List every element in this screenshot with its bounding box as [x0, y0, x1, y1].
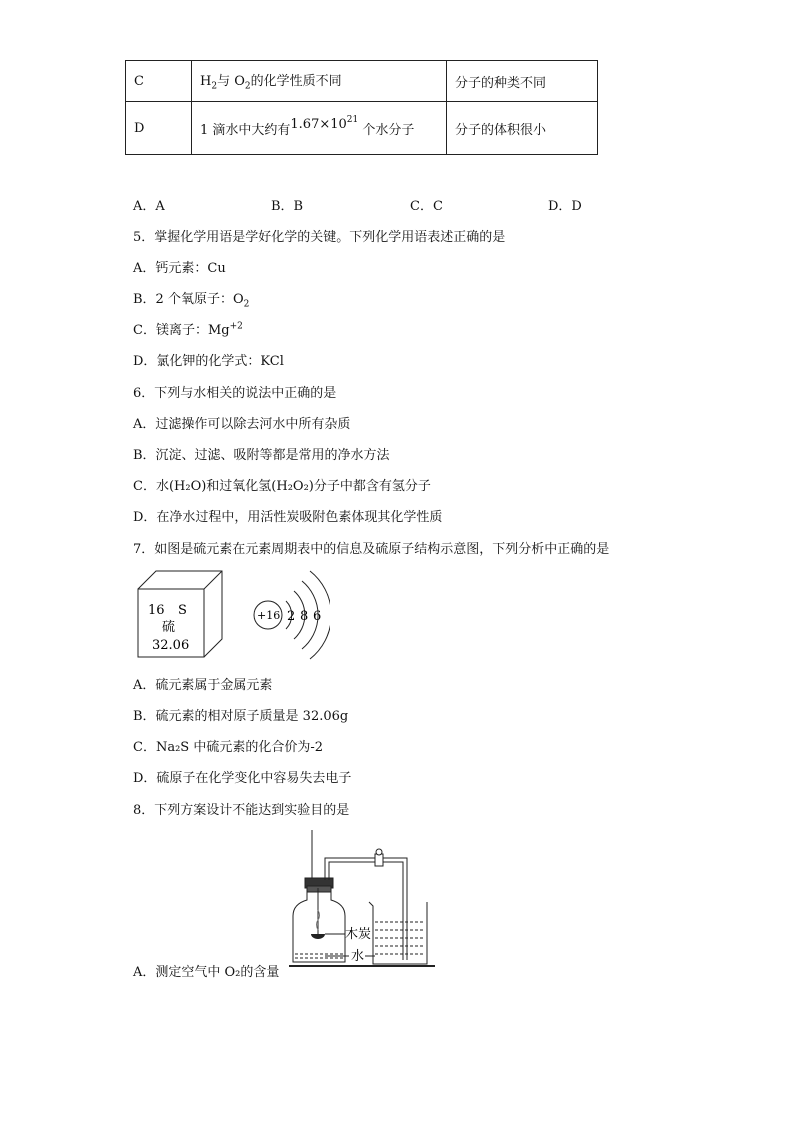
- fact-num: 1.67×10: [290, 116, 347, 132]
- table-row: [126, 61, 598, 102]
- table-row: [126, 102, 598, 155]
- shell-1: 2: [287, 609, 296, 624]
- row-fact: $H_2$与 $O_2$的化学性质不同: [192, 61, 447, 102]
- label-water: 水: [351, 949, 365, 964]
- q7-stem: 7．如图是硫元素在元素周期表中的信息及硫原子结构示意图，下列分析中正确的是: [133, 542, 610, 557]
- nucleus-charge: +16: [257, 609, 281, 622]
- atom-structure-diagram: [250, 567, 330, 663]
- shell-3: 6: [313, 609, 322, 624]
- experiment-apparatus-diagram: [285, 830, 445, 972]
- element-number: 16: [148, 603, 165, 618]
- q5-option-c: C．镁离子：$Mg^{+2}$: [133, 321, 243, 338]
- q6-option-a: A．过滤操作可以除去河水中所有杂质: [133, 417, 351, 432]
- element-name: 硫: [162, 620, 176, 635]
- q4-answer-a: A．A: [133, 199, 165, 214]
- row-key: D: [126, 102, 192, 155]
- row-key: C: [126, 61, 192, 102]
- row-reason: 分子的种类不同: [447, 61, 598, 102]
- element-mass: 32.06: [152, 638, 190, 653]
- q6-option-c: C．水(H₂O)和过氧化氢(H₂O₂)分子中都含有氢分子: [133, 479, 431, 494]
- fact-post: 个水分子: [358, 122, 415, 138]
- q5-stem: 5．掌握化学用语是学好化学的关键。下列化学用语表述正确的是: [133, 230, 506, 245]
- q7-option-d: D．硫原子在化学变化中容易失去电子: [133, 771, 352, 786]
- q7-option-b: B．硫元素的相对原子质量是 32.06g: [133, 709, 349, 724]
- options-table: [125, 60, 598, 155]
- periodic-cell-figure: [130, 565, 230, 665]
- element-symbol: S: [178, 603, 187, 618]
- q6-stem: 6．下列与水相关的说法中正确的是: [133, 386, 337, 401]
- row-reason: 分子的体积很小: [447, 102, 598, 155]
- label-charcoal: 木炭: [345, 927, 372, 942]
- fact-pre: 1 滴水中大约有: [200, 122, 291, 138]
- q6-option-b: B．沉淀、过滤、吸附等都是常用的净水方法: [133, 448, 390, 463]
- row-fact: [192, 102, 447, 155]
- q5-option-a: A．钙元素：Cu: [133, 261, 226, 276]
- q4-answer-c: C．C: [410, 199, 443, 214]
- q7-option-c: C．Na₂S 中硫元素的化合价为-2: [133, 740, 323, 755]
- q6-option-d: D．在净水过程中，用活性炭吸附色素体现其化学性质: [133, 510, 443, 525]
- q5-option-d: D．氯化钾的化学式：KCl: [133, 354, 284, 369]
- shell-2: 8: [300, 609, 309, 624]
- q4-answer-b: B．B: [271, 199, 304, 214]
- q8-stem: 8．下列方案设计不能达到实验目的是: [133, 803, 350, 818]
- q4-answer-d: D．D: [548, 199, 582, 214]
- q5-option-b: B．2 个氧原子：$O_2$: [133, 292, 250, 310]
- fact-exp: 21: [346, 115, 359, 126]
- q8-option-a: A．测定空气中 O₂的含量: [133, 965, 280, 980]
- q7-option-a: A．硫元素属于金属元素: [133, 678, 273, 693]
